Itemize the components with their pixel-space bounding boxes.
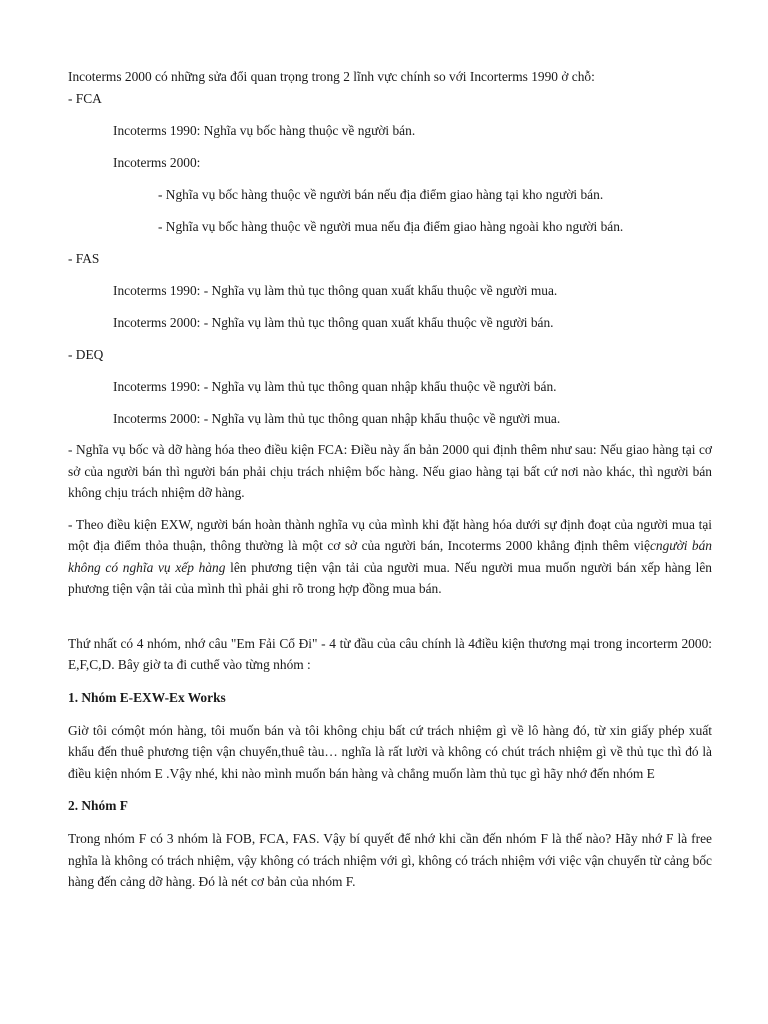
deq-label: - DEQ bbox=[68, 347, 104, 362]
document-page bbox=[68, 66, 712, 893]
fas-label: - FAS bbox=[68, 251, 100, 266]
fca-label: - FCA bbox=[68, 90, 102, 106]
fca-obligation-paragraph: - Nghĩa vụ bốc và dỡ hàng hóa theo điều kiện FCA: Điều này ấn bản 2000 qui định thêm như sau: Nếu giao hàng tại cơ sở của người bán thì người bán phải chịu trách nhiệm bốc hàng. Nếu giao hàng tại bất cứ nơi nào khác, thì người bán không chịu trách nhiệm dỡ hàng. bbox=[68, 442, 712, 500]
fas-1990: Incoterms 1990: - Nghĩa vụ làm thủ tục thông quan xuất khẩu thuộc về người mua. bbox=[113, 283, 558, 298]
deq-2000: Incoterms 2000: - Nghĩa vụ làm thủ tục thông quan nhập khẩu thuộc về người mua. bbox=[113, 411, 561, 426]
group-f-paragraph: Trong nhóm F có 3 nhóm là FOB, FCA, FAS. Vậy bí quyết để nhớ khi cần đến nhóm F là thế nào? Hãy nhớ F là free nghĩa là không có trách nhiệm, vậy không có trách nhiệm với gì, không có trách nhiệm với việc vận chuyển từ cảng bốc hàng đến cảng dỡ hàng. Đó là nét cơ bản của nhóm F. bbox=[68, 831, 712, 889]
intro-line: Incoterms 2000 có những sửa đổi quan trọng trong 2 lĩnh vực chính so với Incorterms 1990 ở chỗ: bbox=[68, 69, 595, 84]
groups-intro-paragraph: Thứ nhất có 4 nhóm, nhớ câu "Em Fải Cổ Đi" - 4 từ đầu của câu chính là 4điều kiện thương mại trong incorterm 2000: E,F,C,D. Bây giờ ta đi cuthể vào từng nhóm : bbox=[68, 635, 712, 672]
heading-group-e: 1. Nhóm E-EXW-Ex Works bbox=[68, 689, 226, 705]
fca-2000: Incoterms 2000: bbox=[113, 155, 201, 170]
deq-1990: Incoterms 1990: - Nghĩa vụ làm thủ tục thông quan nhập khẩu thuộc về người bán. bbox=[113, 379, 557, 394]
exw-paragraph bbox=[68, 514, 712, 600]
fca-2000-sub1: - Nghĩa vụ bốc hàng thuộc về người bán nếu địa điểm giao hàng tại kho người bán. bbox=[158, 187, 604, 202]
exw-text-after: lên phương tiện vận tải của người mua. Nếu người mua muốn người bán xếp hàng lên phương tiện vận tải của mình thì phải ghi rõ trong hợp đồng mua bán. bbox=[68, 559, 712, 596]
exw-text-before: - Theo điều kiện EXW, người bán hoàn thành nghĩa vụ của mình khi đặt hàng hóa dưới sự định đoạt của người mua tại một địa điểm thỏa thuận, thông thường là một cơ sở của người bán, Incoterms 2000 khẳng định thêm việ bbox=[68, 516, 712, 553]
fca-1990: Incoterms 1990: Nghĩa vụ bốc hàng thuộc về người bán. bbox=[113, 123, 416, 138]
group-e-paragraph: Giờ tôi cómột món hàng, tôi muốn bán và tôi không chịu bất cứ trách nhiệm gì về lô hàng đó, từ xin giấy phép xuất khẩu đến thuê phương tiện vận chuyển,thuê tàu… nghĩa là rất lười và không có chút trách nhiệm gì về thủ tục thì đó là điều kiện nhóm E .Vậy nhé, khi nào mình muốn bán hàng và chẳng muốn làm thủ tục gì hãy nhớ đến nhóm E bbox=[68, 722, 712, 781]
exw-italic-text: cngười bán không có nghĩa vụ xếp hàng bbox=[68, 538, 712, 575]
fca-2000-sub2: - Nghĩa vụ bốc hàng thuộc về người mua nếu địa điểm giao hàng ngoài kho người bán. bbox=[158, 219, 624, 234]
heading-group-f: 2. Nhóm F bbox=[68, 798, 128, 813]
fas-2000: Incoterms 2000: - Nghĩa vụ làm thủ tục thông quan xuất khẩu thuộc về người bán. bbox=[113, 315, 554, 330]
